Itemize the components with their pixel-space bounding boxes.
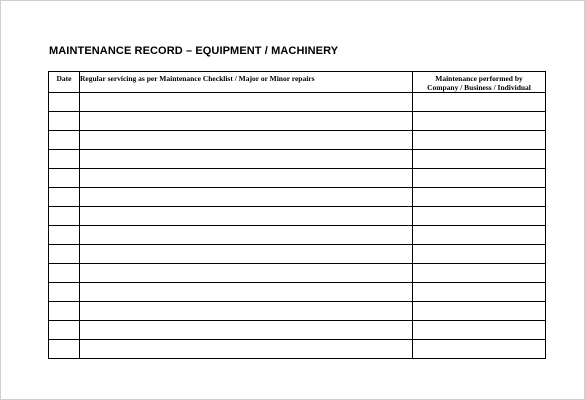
table-row — [49, 302, 546, 321]
table-body — [49, 93, 546, 359]
table-row — [49, 226, 546, 245]
cell-performed-by[interactable] — [413, 188, 546, 207]
table-header-row — [49, 72, 546, 93]
header-performed-line2: Company / Business / Individual — [427, 83, 531, 92]
cell-date[interactable] — [49, 93, 80, 112]
cell-date[interactable] — [49, 112, 80, 131]
cell-performed-by[interactable] — [413, 283, 546, 302]
cell-service[interactable] — [80, 283, 413, 302]
cell-performed-by[interactable] — [413, 93, 546, 112]
cell-performed-by[interactable] — [413, 112, 546, 131]
cell-date[interactable] — [49, 245, 80, 264]
table-row — [49, 207, 546, 226]
cell-service[interactable] — [80, 207, 413, 226]
cell-performed-by[interactable] — [413, 264, 546, 283]
cell-service[interactable] — [80, 112, 413, 131]
table-row — [49, 340, 546, 359]
cell-date[interactable] — [49, 283, 80, 302]
table-row — [49, 321, 546, 340]
cell-service[interactable] — [80, 245, 413, 264]
cell-date[interactable] — [49, 188, 80, 207]
cell-service[interactable] — [80, 93, 413, 112]
table-row — [49, 169, 546, 188]
table-row — [49, 131, 546, 150]
header-service: Regular servicing as per Maintenance Checklist / Major or Minor repairs — [80, 72, 413, 93]
cell-service[interactable] — [80, 264, 413, 283]
cell-service[interactable] — [80, 169, 413, 188]
table-row — [49, 112, 546, 131]
cell-service[interactable] — [80, 302, 413, 321]
table-row — [49, 283, 546, 302]
table-row — [49, 150, 546, 169]
table-row — [49, 264, 546, 283]
cell-service[interactable] — [80, 226, 413, 245]
cell-service[interactable] — [80, 321, 413, 340]
cell-performed-by[interactable] — [413, 207, 546, 226]
cell-service[interactable] — [80, 131, 413, 150]
header-date: Date — [49, 72, 80, 93]
table-row — [49, 188, 546, 207]
cell-performed-by[interactable] — [413, 302, 546, 321]
cell-performed-by[interactable] — [413, 169, 546, 188]
cell-performed-by[interactable] — [413, 340, 546, 359]
header-performed-line1: Maintenance performed by — [435, 74, 523, 83]
cell-date[interactable] — [49, 169, 80, 188]
cell-date[interactable] — [49, 340, 80, 359]
cell-performed-by[interactable] — [413, 131, 546, 150]
cell-date[interactable] — [49, 226, 80, 245]
cell-performed-by[interactable] — [413, 226, 546, 245]
maintenance-record-table — [48, 71, 546, 359]
cell-performed-by[interactable] — [413, 150, 546, 169]
cell-date[interactable] — [49, 264, 80, 283]
document-title: MAINTENANCE RECORD – EQUIPMENT / MACHINERY — [49, 45, 339, 57]
cell-service[interactable] — [80, 150, 413, 169]
cell-service[interactable] — [80, 340, 413, 359]
cell-service[interactable] — [80, 188, 413, 207]
cell-performed-by[interactable] — [413, 321, 546, 340]
cell-performed-by[interactable] — [413, 245, 546, 264]
table-row — [49, 245, 546, 264]
cell-date[interactable] — [49, 302, 80, 321]
cell-date[interactable] — [49, 321, 80, 340]
header-performed-by — [413, 72, 546, 93]
cell-date[interactable] — [49, 150, 80, 169]
table-row — [49, 93, 546, 112]
cell-date[interactable] — [49, 131, 80, 150]
cell-date[interactable] — [49, 207, 80, 226]
